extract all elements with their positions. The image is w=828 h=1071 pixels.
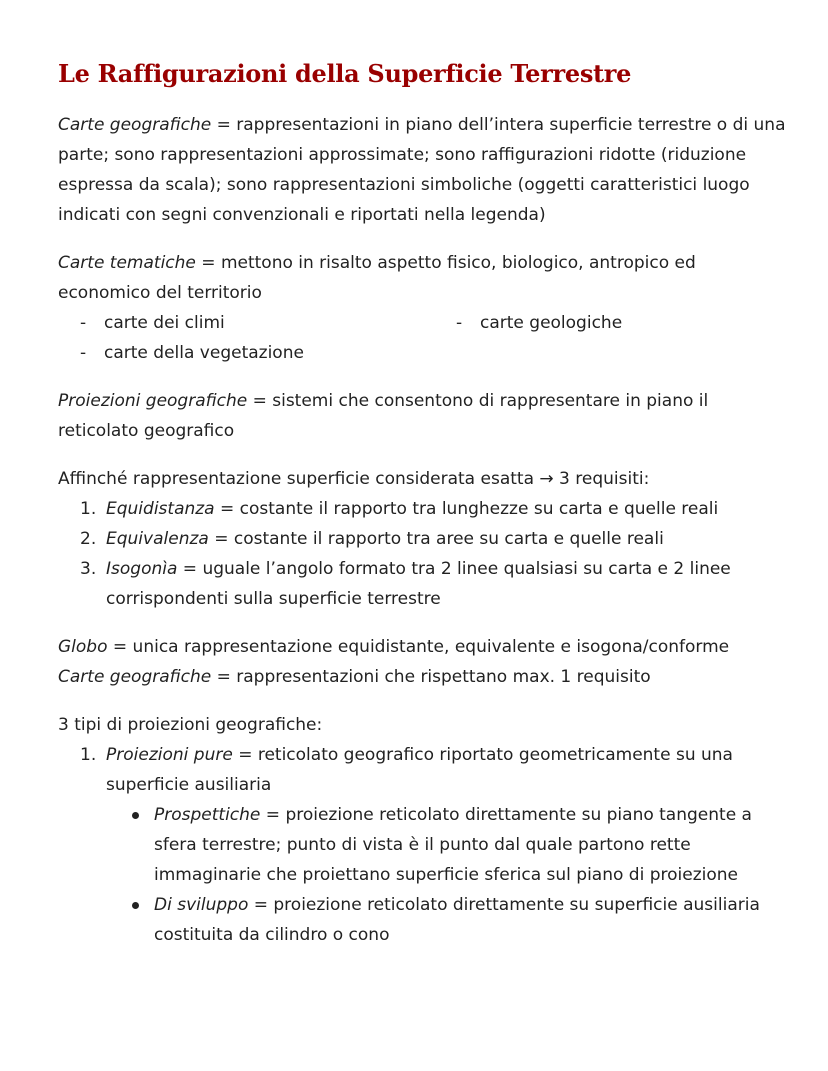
list-item-text: carte dei climi bbox=[104, 313, 225, 333]
tipi-intro: 3 tipi di proiezioni geografiche: bbox=[58, 715, 323, 735]
term-proiezioni-pure: Proiezioni pure bbox=[106, 745, 233, 765]
list-item bbox=[58, 524, 788, 554]
tipi-section bbox=[58, 710, 788, 950]
term-isogonia: Isogonìa bbox=[106, 559, 178, 579]
list-item-text: = uguale l’angolo formato tra 2 linee qualsiasi su carta e 2 linee corrispondenti sulla superficie terrestre bbox=[106, 559, 731, 609]
term-proiezioni-geografiche: Proiezioni geografiche bbox=[58, 391, 248, 411]
carte-geografiche-2-text: = rappresentazioni che rispettano max. 1 requisito bbox=[211, 667, 651, 687]
term-equidistanza: Equidistanza bbox=[106, 499, 215, 519]
requisiti-intro-text: Affinché rappresentazione superficie considerata esatta bbox=[58, 469, 540, 489]
globo-text: = unica rappresentazione equidistante, equivalente e isogona/conforme bbox=[107, 637, 730, 657]
globo-definition bbox=[58, 632, 788, 662]
carte-geografiche-definition bbox=[58, 110, 788, 230]
term-globo: Globo bbox=[58, 637, 108, 657]
requisiti-intro-count: 3 requisiti: bbox=[553, 469, 650, 489]
list-item-text: carte geologiche bbox=[480, 313, 623, 333]
dash-marker: - bbox=[80, 313, 87, 333]
list-item-text: = proiezione reticolato direttamente su piano tangente a sfera terrestre; punto di vista è il punto dal quale partono rette immaginarie che proiettano superficie sferica sul piano di proiezione bbox=[154, 805, 752, 885]
carte-tematiche-text: = mettono in risalto aspetto fisico, biologico, antropico ed economico del territorio bbox=[58, 253, 696, 303]
proiezioni-pure-sublist bbox=[106, 800, 788, 950]
carte-tematiche-definition bbox=[58, 248, 788, 308]
list-item-text: = costante il rapporto tra lunghezze su carta e quelle reali bbox=[214, 499, 719, 519]
term-carte-tematiche: Carte tematiche bbox=[58, 253, 196, 273]
proiezioni-definition bbox=[58, 386, 788, 446]
term-carte-geografiche: Carte geografiche bbox=[58, 115, 212, 135]
term-prospettiche: Prospettiche bbox=[154, 805, 261, 825]
requisiti-list bbox=[58, 494, 788, 614]
page-title: Le Raffigurazioni della Superficie Terrestre bbox=[58, 59, 632, 88]
list-item bbox=[106, 800, 788, 890]
list-item bbox=[58, 740, 788, 950]
list-item bbox=[58, 308, 225, 338]
list-item bbox=[434, 308, 622, 338]
tipi-list bbox=[58, 740, 788, 950]
list-item-text: = costante il rapporto tra aree su carta e quelle reali bbox=[208, 529, 664, 549]
carte-geografiche-requisito bbox=[58, 662, 788, 692]
term-carte-geografiche-2: Carte geografiche bbox=[58, 667, 212, 687]
bullet-icon bbox=[132, 812, 139, 819]
proiezioni-text: = sistemi che consentono di rappresentare in piano il reticolato geografico bbox=[58, 391, 709, 441]
carte-tematiche-section bbox=[58, 248, 788, 368]
list-item-text: = reticolato geografico riportato geometricamente su una superficie ausiliaria bbox=[106, 745, 733, 795]
list-item bbox=[58, 338, 304, 368]
bullet-icon bbox=[132, 902, 139, 909]
list-item bbox=[106, 890, 788, 950]
arrow-right-icon: → bbox=[539, 469, 554, 489]
carte-geografiche-text: = rappresentazioni in piano dell’intera superficie terrestre o di una parte; sono rappresentazioni approssimate; sono raffigurazioni ridotte (riduzione espressa da scala); sono rappresentazioni simboliche (oggetti caratteristici luogo indicati con segni convenzionali e riportati nella legenda) bbox=[58, 115, 786, 225]
requisiti-intro bbox=[58, 464, 788, 494]
list-item-text: carte della vegetazione bbox=[104, 343, 304, 363]
globo-section bbox=[58, 632, 788, 692]
list-item bbox=[58, 494, 788, 524]
term-equivalenza: Equivalenza bbox=[106, 529, 209, 549]
list-number: 1. bbox=[80, 499, 97, 519]
list-item bbox=[58, 554, 788, 614]
term-di-sviluppo: Di sviluppo bbox=[154, 895, 249, 915]
list-number: 3. bbox=[80, 559, 97, 579]
document-page bbox=[58, 56, 788, 950]
list-item-text: = proiezione reticolato direttamente su superficie ausiliaria costituita da cilindro o cono bbox=[154, 895, 760, 945]
requisiti-section bbox=[58, 464, 788, 614]
list-number: 2. bbox=[80, 529, 97, 549]
dash-marker: - bbox=[80, 343, 87, 363]
list-number: 1. bbox=[80, 745, 97, 765]
dash-marker: - bbox=[456, 313, 463, 333]
carte-tematiche-list bbox=[58, 308, 788, 368]
